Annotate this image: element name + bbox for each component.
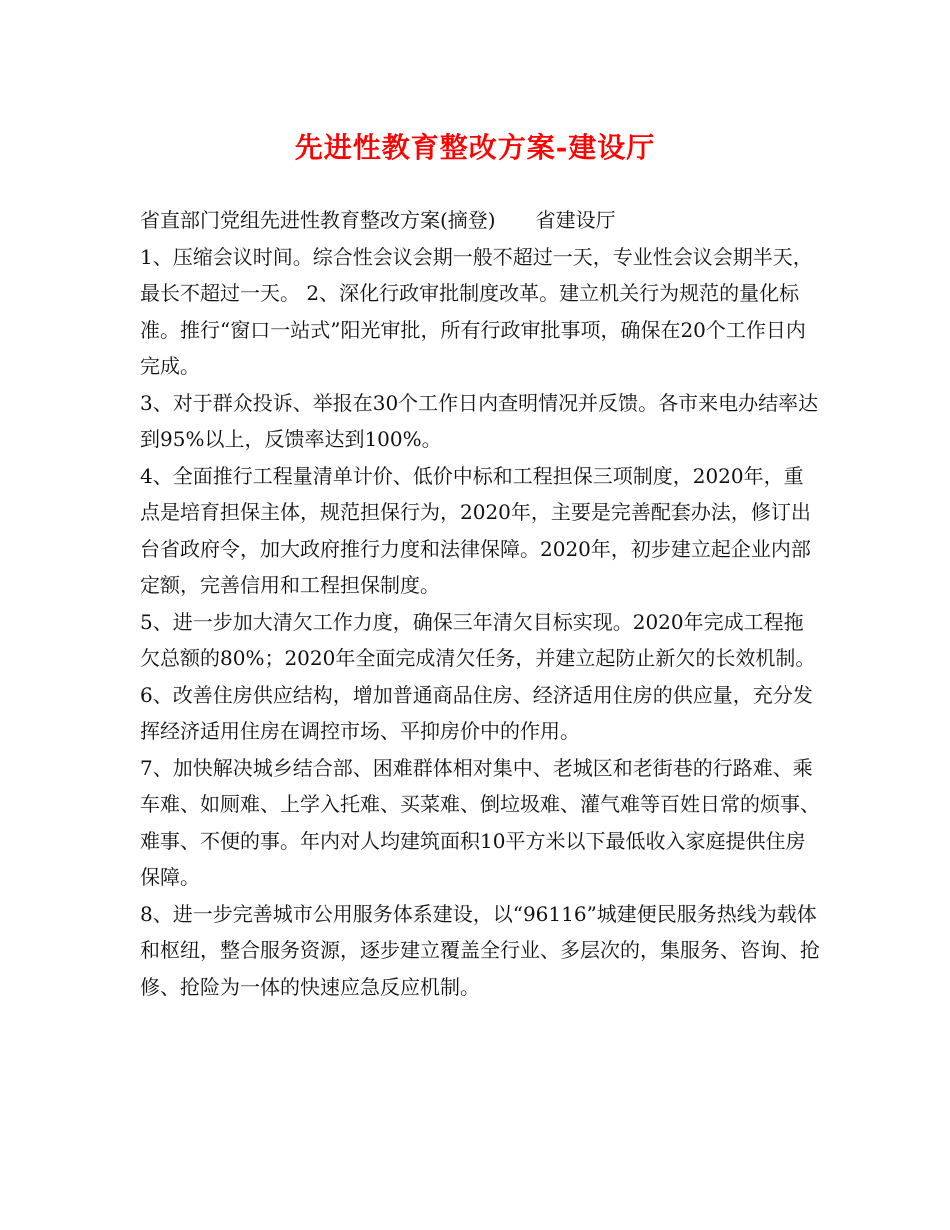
document-title: 先进性教育整改方案-建设厅 (294, 131, 656, 164)
paragraph-subtitle: 省直部门党组先进性教育整改方案(摘登) 省建设厅 (140, 208, 616, 232)
paragraph-item-4: 4、全面推行工程量清单计价、低价中标和工程担保三项制度，2020年，重点是培育担保主体，规范担保行为，2020年，主要是完善配套办法，修订出台省政府令，加大政府推行力度和法律保障。2020年，初步建立起企业内部定额，完善信用和工程担保制度。 (140, 463, 811, 597)
paragraph-item-7: 7、加快解决城乡结合部、困难群体相对集中、老城区和老街巷的行路难、乘车难、如厕难、上学入托难、买菜难、倒垃圾难、灌气难等百姓日常的烦事、难事、不便的事。年内对人均建筑面积10平方米以下最低收入家庭提供住房保障。 (140, 755, 820, 889)
document-body (140, 202, 820, 1005)
paragraph-item-8: 8、进一步完善城市公用服务体系建设，以“96116”城建便民服务热线为载体和枢纽，整合服务资源，逐步建立覆盖全行业、多层次的，集服务、咨询、抢修、抢险为一体的快速应急反应机制。 (140, 901, 820, 999)
paragraph-item-3: 3、对于群众投诉、举报在30个工作日内查明情况并反馈。各市来电办结率达到95%以上，反馈率达到100%。 (140, 390, 819, 451)
paragraph-item-5: 5、进一步加大清欠工作力度，确保三年清欠目标实现。2020年完成工程拖欠总额的80%；2020年全面完成清欠任务，并建立起防止新欠的长效机制。 (140, 609, 816, 670)
paragraph-item-1-2: 1、压缩会议时间。综合性会议会期一般不超过一天，专业性会议会期半天，最长不超过一天。 2、深化行政审批制度改革。建立机关行为规范的量化标准。推行“窗口一站式”阳光审批，所有行政审批事项，确保在20个工作日内完成。 (140, 244, 813, 378)
paragraph-item-6: 6、改善住房供应结构，增加普通商品住房、经济适用住房的供应量，充分发挥经济适用住房在调控市场、平抑房价中的作用。 (140, 682, 813, 743)
